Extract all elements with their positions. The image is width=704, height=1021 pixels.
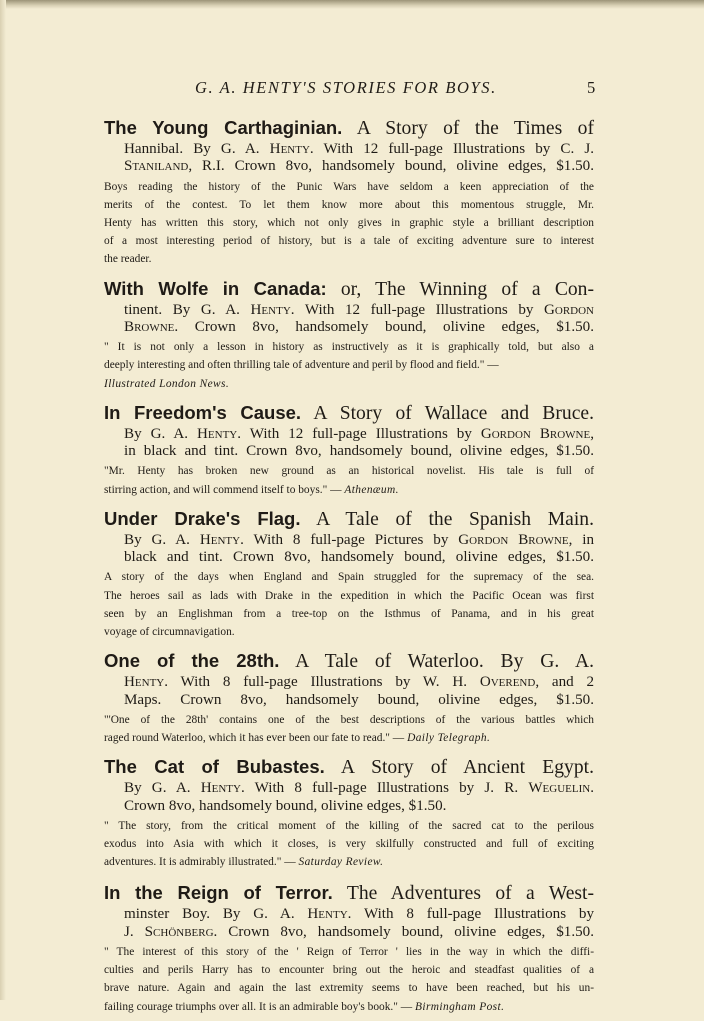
quote-text: culties and perils Harry has to encounter bring out the heroic and steadfast qualities of a [104,964,594,977]
book-entry [104,116,594,269]
quote-line [104,587,594,605]
quote-text: adventures. It is admirably illustrated." — [104,856,296,869]
book-title: The Cat of Bubastes. [104,756,325,778]
page-top-edge [0,0,704,9]
details-line: minster Boy. By G. A. Henty. With 8 full-page Illustrations by [124,906,594,923]
details-line: J. Schönberg. Crown 8vo, handsomely bound, olivine edges, $1.50. [124,923,594,940]
quote-text: the reader. [104,253,152,266]
quote-line [104,817,594,835]
book-subtitle: A Story of the Times of [356,118,594,139]
details-line: Crown 8vo, handsomely bound, olivine edges, $1.50. [124,797,447,814]
quote-line [104,196,594,214]
book-heading [104,401,594,426]
review-quote [104,943,594,1016]
book-details [104,141,594,176]
quote-text: deeply interesting and often thrilling tale of adventure and peril by flood and field." — [104,359,499,372]
review-quote [104,462,594,498]
book-heading [104,507,594,532]
book-entry [104,507,594,641]
details-line: in black and tint. Crown 8vo, handsomely bound, olivine edges, $1.50. [124,443,594,460]
book-heading [104,755,594,780]
details-line: black and tint. Crown 8vo, handsomely bound, olivine edges, $1.50. [124,549,594,566]
quote-line [104,232,594,250]
quote-text: exodus into Asia with which it closes, is very skilfully constructed and full of exciting [104,838,594,851]
book-details [104,302,594,337]
book-details [104,426,594,461]
quote-line [104,998,594,1016]
book-subtitle: A Story of Wallace and Bruce. [313,402,594,424]
details-line: By G. A. Henty. With 12 full-page Illustrations by Gordon Browne, [124,425,594,442]
review-quote [104,568,594,641]
quote-line [104,835,594,853]
book-heading [104,649,594,674]
quote-text: "Mr. Henty has broken new ground as an historical novelist. His tale is full of [104,465,594,478]
details-line: Staniland, R.I. Crown 8vo, handsomely bound, olivine edges, $1.50. [124,158,594,175]
review-source: Athenæum. [344,483,399,496]
quote-line [104,853,594,871]
quote-line [104,979,594,997]
book-entry [104,881,594,1015]
book-subtitle: A Story of Ancient Egypt. [340,757,594,779]
review-source: Birmingham Post. [415,1000,505,1013]
quote-text: merits of the contest. To let them know more about this momentous struggle, Mr. [104,198,594,211]
book-title: One of the 28th. [104,650,280,672]
book-entry [104,755,594,871]
quote-line [104,961,594,979]
quote-line [104,356,594,374]
quote-line [104,711,594,729]
book-heading [104,277,594,302]
quote-line [104,375,594,393]
running-head [0,78,704,102]
details-line: Hannibal. By G. A. Henty. With 12 full-page Illustrations by C. J. [124,141,594,157]
quote-text: " It is not only a lesson in history as instructively as it is graphically told, but also a [104,341,594,354]
book-details [104,780,594,815]
book-entry [104,401,594,499]
book-list [104,116,594,1021]
details-line: Browne. Crown 8vo, handsomely bound, olivine edges, $1.50. [124,318,594,335]
details-line: Henty. With 8 full-page Illustrations by W. H. Overend, and 2 [124,674,594,691]
quote-text: Boys reading the history of the Punic Wars have seldom a keen appreciation of the [104,180,594,193]
quote-line [104,338,594,356]
quote-text: A story of the days when England and Spain struggled for the supremacy of the sea. [104,571,594,584]
review-source: Illustrated London News. [104,377,230,390]
quote-text: brave nature. Again and again the last extremity seems to have been reached, but his un- [104,982,594,995]
quote-line [104,605,594,623]
quote-line [104,250,594,268]
quote-text: seen by an Englishman from a tree-top on the Isthmus of Panama, and in his great [104,607,594,620]
quote-line [104,568,594,586]
review-source: Daily Telegraph. [407,732,491,745]
book-subtitle: A Tale of Waterloo. By G. A. [295,651,594,673]
page-left-edge [0,0,6,1000]
running-title: G. A. HENTY'S STORIES FOR BOYS. [195,78,497,97]
quote-text: "'One of the 28th' contains one of the best descriptions of the various battles which [104,713,594,726]
book-details [104,674,594,709]
review-quote [104,817,594,872]
quote-line [104,214,594,232]
quote-text: failing courage triumphs over all. It is an admirable boy's book." — [104,1000,413,1013]
review-quote [104,338,594,393]
quote-text: voyage of circumnavigation. [104,626,235,639]
quote-text: of a most interesting period of history, but is a tale of exciting adventure sure to interest [104,235,594,248]
quote-line [104,178,594,196]
book-heading [104,116,594,141]
quote-line [104,943,594,961]
review-quote [104,178,594,269]
book-entry [104,649,594,747]
quote-line [104,729,594,747]
details-line: By G. A. Henty. With 8 full-page Illustrations by J. R. Weguelin. [124,780,594,797]
page-number: 5 [587,78,596,97]
book-heading [104,881,594,906]
review-quote [104,711,594,747]
quote-text: Henty has written this story, which not only gives in graphic style a brilliant description [104,217,594,229]
book-entry [104,277,594,393]
book-title: With Wolfe in Canada: [104,277,327,299]
details-line: By G. A. Henty. With 8 full-page Pictures by Gordon Browne, in [124,531,595,548]
quote-text: " The story, from the critical moment of the killing of the sacred cat to the perilous [104,819,594,832]
book-details [104,532,594,567]
book-title: The Young Carthaginian. [104,117,343,138]
book-title: Under Drake's Flag. [104,507,301,529]
book-subtitle: The Adventures of a West- [346,883,595,905]
book-subtitle: or, The Winning of a Con- [340,278,595,300]
book-title: In Freedom's Cause. [104,401,302,423]
quote-text: stirring action, and will commend itself to boys." — [104,483,342,496]
quote-line [104,462,594,480]
quote-line [104,623,594,641]
review-source: Saturday Review. [298,856,384,869]
quote-text: raged round Waterloo, which it has ever been our fate to read." — [104,732,405,745]
details-line: Maps. Crown 8vo, handsomely bound, olivine edges, $1.50. [124,691,594,708]
quote-text: The heroes sail as lads with Drake in the expedition in which the Pacific Ocean was first [104,589,594,602]
quote-text: " The interest of this story of the ' Reign of Terror ' lies in the way in which the diffi- [104,946,594,959]
book-details [104,906,594,941]
details-line: tinent. By G. A. Henty. With 12 full-page Illustrations by Gordon [124,301,594,318]
book-subtitle: A Tale of the Spanish Main. [316,508,594,530]
book-title: In the Reign of Terror. [104,882,333,904]
quote-line [104,481,594,499]
